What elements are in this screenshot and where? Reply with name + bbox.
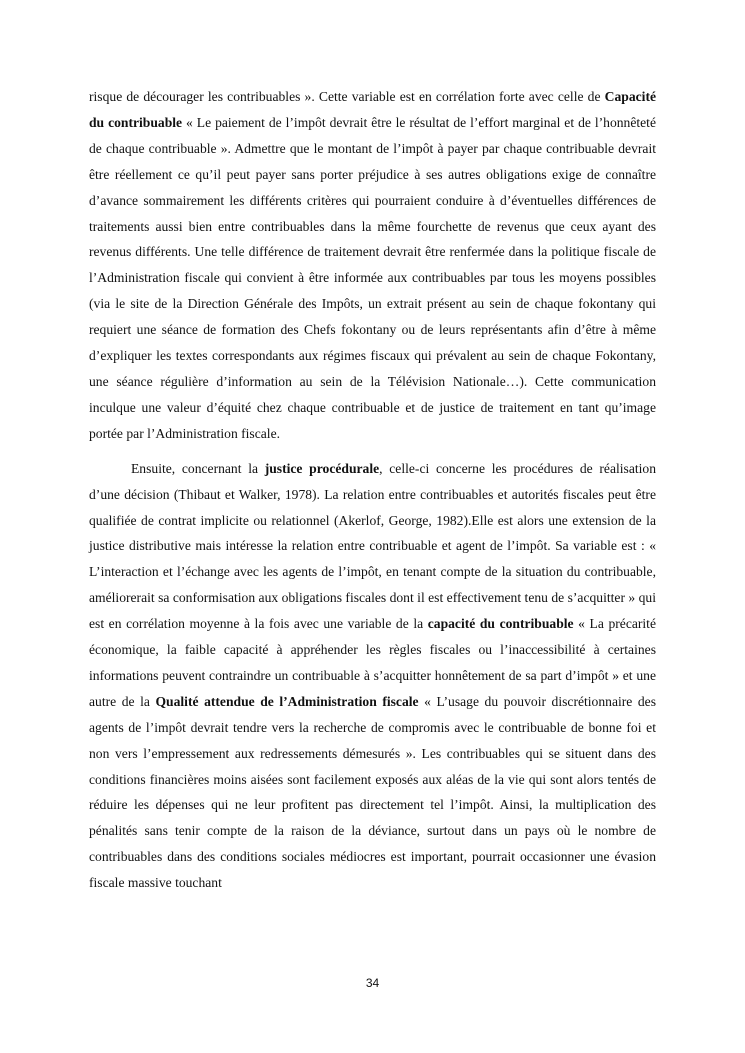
paragraph-2-text-1: Ensuite, concernant la bbox=[131, 460, 265, 476]
paragraph-1 bbox=[89, 84, 656, 447]
paragraph-2 bbox=[89, 456, 656, 896]
paragraph-2-text-2: , celle-ci concerne les procédures de réalisation d’une décision (Thibaut et Walker, 1978). La relation entre contribuables et autorités fiscales peut être qualifiée de contrat implicite ou relationnel (Akerlof, George, 1982).Elle est alors une extension de la justice distributive mais intéresse la relation entre contribuable et agent de l’impôt. Sa variable est : « L’interaction et l’échange avec les agents de l’impôt, en tenant compte de la situation du contribuable, améliorerait sa conformisation aux obligations fiscales dont il est effectivement tenu de s’acquitter » qui est en corrélation moyenne à la fois avec une variable de la bbox=[89, 460, 656, 632]
term-capacite-du-contribuable: Capacité du contribuable bbox=[89, 89, 656, 130]
paragraph-2-text-3: « La précarité économique, la faible capacité à appréhender les règles fiscales ou l’inaccessibilité à certaines informations peuvent contraindre un contribuable à s’acquitter honnêtement de sa part d’impôt » et une autre de la bbox=[89, 616, 656, 709]
paragraph-1-text-2: « Le paiement de l’impôt devrait être le résultat de l’effort marginal et de l’honnêteté de chaque contribuable ». Admettre que le montant de l’impôt à payer par chaque contribuable devrait être réellement ce qu’il peut payer sans porter préjudice à ses autres obligations exige de connaître d’avance sommairement les différents critères qui pourraient conduire à d’éventuelles différences de traitements aussi bien entre contribuables dans la même fourchette de revenus que ceux ayant des revenus différents. Une telle différence de traitement devrait être renfermée dans la politique fiscale de l’Administration fiscale qui convient à être informée aux contribuables par tous les moyens possibles (via le site de la Direction Générale des Impôts, un extrait présent au sein de chaque fokontany qui requiert une séance de formation des Chefs fokontany ou de leurs représentants afin d’être à même d’expliquer les textes correspondants aux régimes fiscaux qui prévalent au sein de chaque Fokontany, une séance régulière d’information au sein de la Télévision Nationale…). Cette communication inculque une valeur d’équité chez chaque contribuable et de justice de traitement en tant qu’image portée par l’Administration fiscale. bbox=[89, 114, 656, 441]
term-justice-procedurale: justice procédurale bbox=[264, 460, 380, 476]
paragraph-1-text-1: risque de décourager les contribuables ». Cette variable est en corrélation forte avec celle de bbox=[89, 89, 605, 104]
page-number: 34 bbox=[365, 976, 380, 990]
paragraph-2-text-4: « L’usage du pouvoir discrétionnaire des agents de l’impôt devrait tendre vers la recherche de compromis avec le contribuable de bonne foi et non vers l’empressement aux redressements démesurés ». Les contribuables qui se situent dans des conditions financières moins aisées sont facilement exposés aux aléas de la vie qui sont alors tentés de réduire les dépenses qui ne leur profitent pas directement tel l’impôt. Ainsi, la multiplication des pénalités sans tenir compte de la raison de la déviance, surtout dans un pays où le nombre de contribuables dans des conditions sociales médiocres est important, pourrait occasionner une évasion fiscale massive touchant bbox=[89, 693, 656, 891]
term-qualite-attendue: Qualité attendue de l’Administration fiscale bbox=[155, 693, 419, 709]
body-text bbox=[89, 84, 656, 896]
term-capacite-du-contribuable-2: capacité du contribuable bbox=[427, 616, 574, 632]
